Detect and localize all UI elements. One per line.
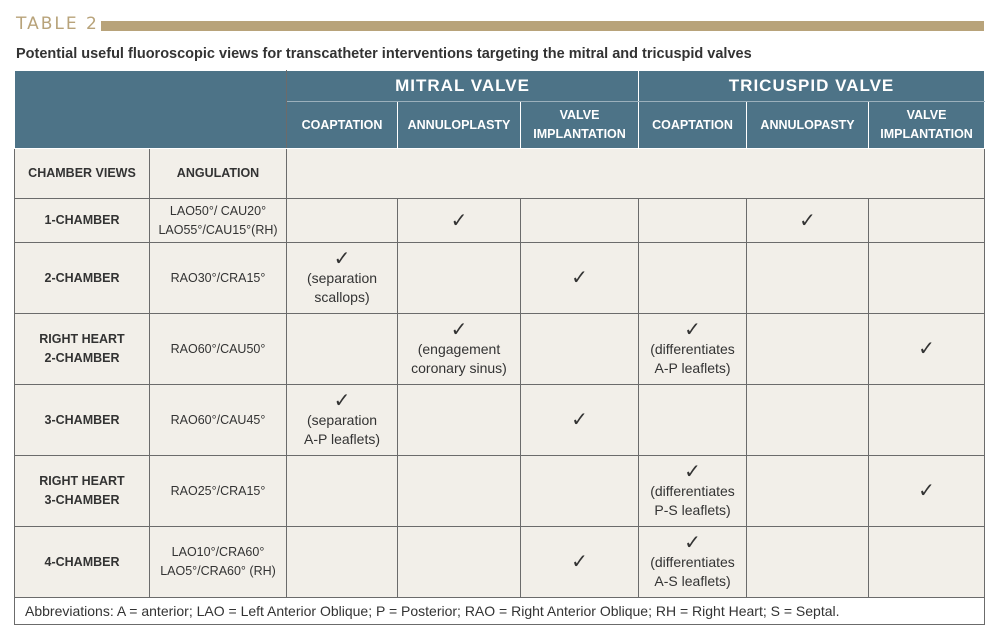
table-cell [521, 243, 639, 314]
table-row [15, 199, 985, 243]
table-row [15, 243, 985, 314]
chamber-views-header: CHAMBER VIEWS [15, 149, 150, 199]
checkmark-icon: ✓ [450, 319, 468, 341]
table-cell [521, 385, 639, 456]
header-blank [15, 71, 287, 149]
table-cell [869, 385, 985, 456]
checkmark-icon: ✓ [571, 267, 588, 289]
table-cell [287, 199, 398, 243]
chamber-view-label: 1-CHAMBER [15, 199, 150, 243]
table-cell [639, 456, 747, 527]
table-cell [521, 314, 639, 385]
table-row [15, 385, 985, 456]
chamber-view-label: 3-CHAMBER [15, 385, 150, 456]
mitral-subheader-1: ANNULOPLASTY [398, 102, 521, 149]
checkmark-icon: ✓ [799, 209, 816, 232]
chamber-view-label: 4-CHAMBER [15, 527, 150, 598]
tricuspid-subheader-0: COAPTATION [639, 102, 747, 149]
table-cell [869, 243, 985, 314]
table-cell [287, 385, 398, 456]
table-cell [521, 199, 639, 243]
cell-note: (differentiates P-S leaflets) [650, 483, 735, 518]
table-cell [639, 385, 747, 456]
table-cell [639, 527, 747, 598]
angulation-value: LAO50°/ CAU20° LAO55°/CAU15°(RH) [150, 199, 287, 243]
checkmark-icon: ✓ [333, 248, 351, 270]
table-row [15, 527, 985, 598]
cell-note: (differentiates A-S leaflets) [650, 554, 735, 589]
checkmark-icon: ✓ [571, 551, 588, 573]
table-cell [398, 456, 521, 527]
table-cell [521, 527, 639, 598]
checkmark-icon: ✓ [450, 209, 468, 232]
table-cell [747, 456, 869, 527]
table-cell [639, 243, 747, 314]
table-cell [398, 385, 521, 456]
tricuspid-subheader-2: VALVE IMPLANTATION [869, 102, 985, 149]
angulation-value: RAO30°/CRA15° [150, 243, 287, 314]
table-cell [639, 199, 747, 243]
tricuspid-subheader-1: ANNULOPASTY [747, 102, 869, 149]
header-empty-cell [287, 149, 985, 199]
cell-note: (engagement coronary sinus) [411, 341, 507, 376]
chamber-view-label: RIGHT HEART 3-CHAMBER [15, 456, 150, 527]
table-cell [869, 456, 985, 527]
tricuspid-valve-header: TRICUSPID VALVE [639, 71, 985, 102]
abbreviations-footnote: Abbreviations: A = anterior; LAO = Left Anterior Oblique; P = Posterior; RAO = Right Anterior Oblique; RH = Right Heart; S = Septal. [15, 598, 985, 625]
mitral-valve-header: MITRAL VALVE [287, 71, 639, 102]
table-cell [521, 456, 639, 527]
views-table [14, 70, 985, 625]
checkmark-icon: ✓ [684, 461, 701, 483]
table-cell [287, 243, 398, 314]
cell-note: (separation scallops) [306, 270, 378, 305]
cell-note: (separation A-P leaflets) [304, 412, 380, 447]
table-caption: Potential useful fluoroscopic views for transcatheter interventions targeting the mitral and tricuspid valves [16, 46, 752, 62]
chamber-view-label: RIGHT HEART 2-CHAMBER [15, 314, 150, 385]
angulation-value: RAO60°/CAU45° [150, 385, 287, 456]
mitral-subheader-2: VALVE IMPLANTATION [521, 102, 639, 149]
table-cell [398, 243, 521, 314]
table-cell [398, 199, 521, 243]
checkmark-icon: ✓ [571, 409, 588, 431]
angulation-value: RAO60°/CAU50° [150, 314, 287, 385]
chamber-view-label: 2-CHAMBER [15, 243, 150, 314]
table-cell [398, 314, 521, 385]
table-cell [747, 527, 869, 598]
angulation-header: ANGULATION [150, 149, 287, 199]
table-cell [747, 314, 869, 385]
table-cell [747, 385, 869, 456]
angulation-value: LAO10°/CRA60° LAO5°/CRA60° (RH) [150, 527, 287, 598]
table-row [15, 456, 985, 527]
checkmark-icon: ✓ [684, 532, 701, 554]
table-cell [287, 527, 398, 598]
checkmark-icon: ✓ [918, 338, 935, 360]
checkmark-icon: ✓ [918, 480, 935, 502]
cell-note: (differentiates A-P leaflets) [650, 341, 735, 376]
checkmark-icon: ✓ [333, 390, 351, 412]
table-cell [747, 243, 869, 314]
table-cell [747, 199, 869, 243]
table-cell [639, 314, 747, 385]
checkmark-icon: ✓ [684, 319, 701, 341]
angulation-value: RAO25°/CRA15° [150, 456, 287, 527]
table-label: TABLE 2 [16, 14, 99, 34]
table-cell [869, 314, 985, 385]
table-cell [869, 199, 985, 243]
table-cell [398, 527, 521, 598]
table-cell [287, 314, 398, 385]
label-rule [101, 21, 984, 31]
table-cell [287, 456, 398, 527]
table-row [15, 314, 985, 385]
mitral-subheader-0: COAPTATION [287, 102, 398, 149]
table-cell [869, 527, 985, 598]
